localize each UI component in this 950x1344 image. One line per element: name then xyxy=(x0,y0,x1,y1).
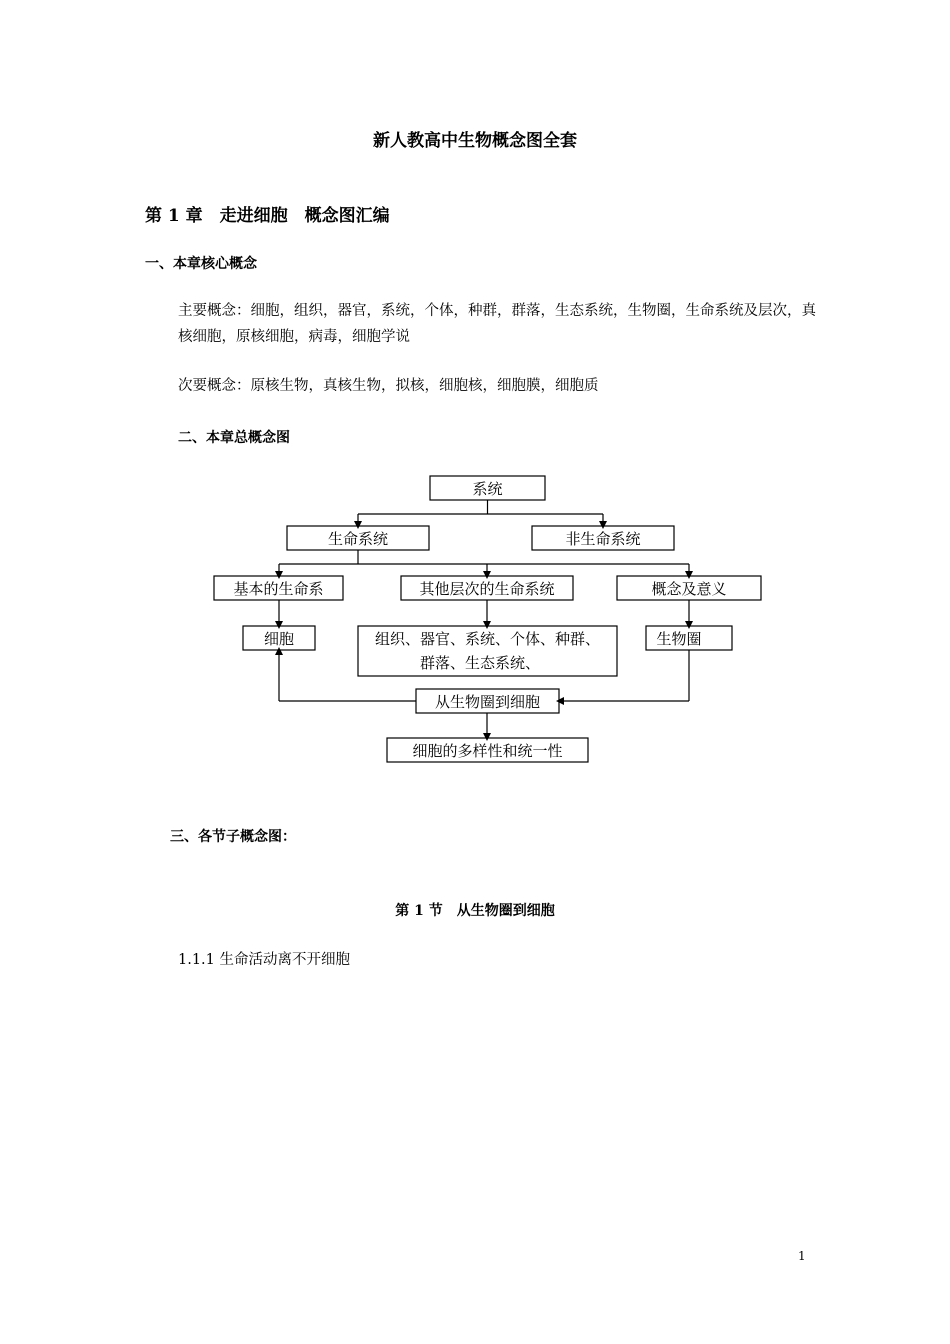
node-system-label: 系统 xyxy=(472,480,503,498)
section-title: 第 1 节 从生物圈到细胞 xyxy=(395,903,555,919)
primary-concepts-paragraph: 主要概念：细胞，组织，器官，系统，个体，种群，群落，生态系统，生物圈，生命系统及层次，真核细胞，原核细胞，病毒，细胞学说 xyxy=(178,303,816,345)
node-diversity-label: 细胞的多样性和统一性 xyxy=(412,742,563,760)
document-title: 新人教高中生物概念图全套 xyxy=(373,131,577,151)
node-living-label: 生命系统 xyxy=(327,530,389,548)
node-cell-label: 细胞 xyxy=(263,630,295,648)
heading-concept-map: 二、本章总概念图 xyxy=(178,430,290,446)
subsection-title: 1.1.1 生命活动离不开细胞 xyxy=(178,952,351,968)
page-number: 1 xyxy=(798,1249,806,1263)
node-basic-label: 基本的生命系 xyxy=(233,580,324,598)
node-biosphere-label: 生物圈 xyxy=(656,630,702,648)
node-levels-label-line1: 组织、器官、系统、个体、种群、 xyxy=(374,630,601,648)
node-nonliving-label: 非生命系统 xyxy=(565,530,641,548)
node-levels-label-line2: 群落、生态系统、 xyxy=(419,654,541,672)
chapter-title: 第 1 章 走进细胞 概念图汇编 xyxy=(145,206,390,226)
heading-core-concepts: 一、本章核心概念 xyxy=(145,256,257,272)
heading-section-maps: 三、各节子概念图： xyxy=(170,829,296,845)
secondary-concepts-paragraph: 次要概念：原核生物，真核生物，拟核，细胞核，细胞膜，细胞质 xyxy=(178,378,599,394)
node-concept-meaning-label: 概念及意义 xyxy=(651,580,727,598)
node-biosphere-to-cell-label: 从生物圈到细胞 xyxy=(434,693,541,711)
node-other-levels-label: 其他层次的生命系统 xyxy=(419,580,555,598)
